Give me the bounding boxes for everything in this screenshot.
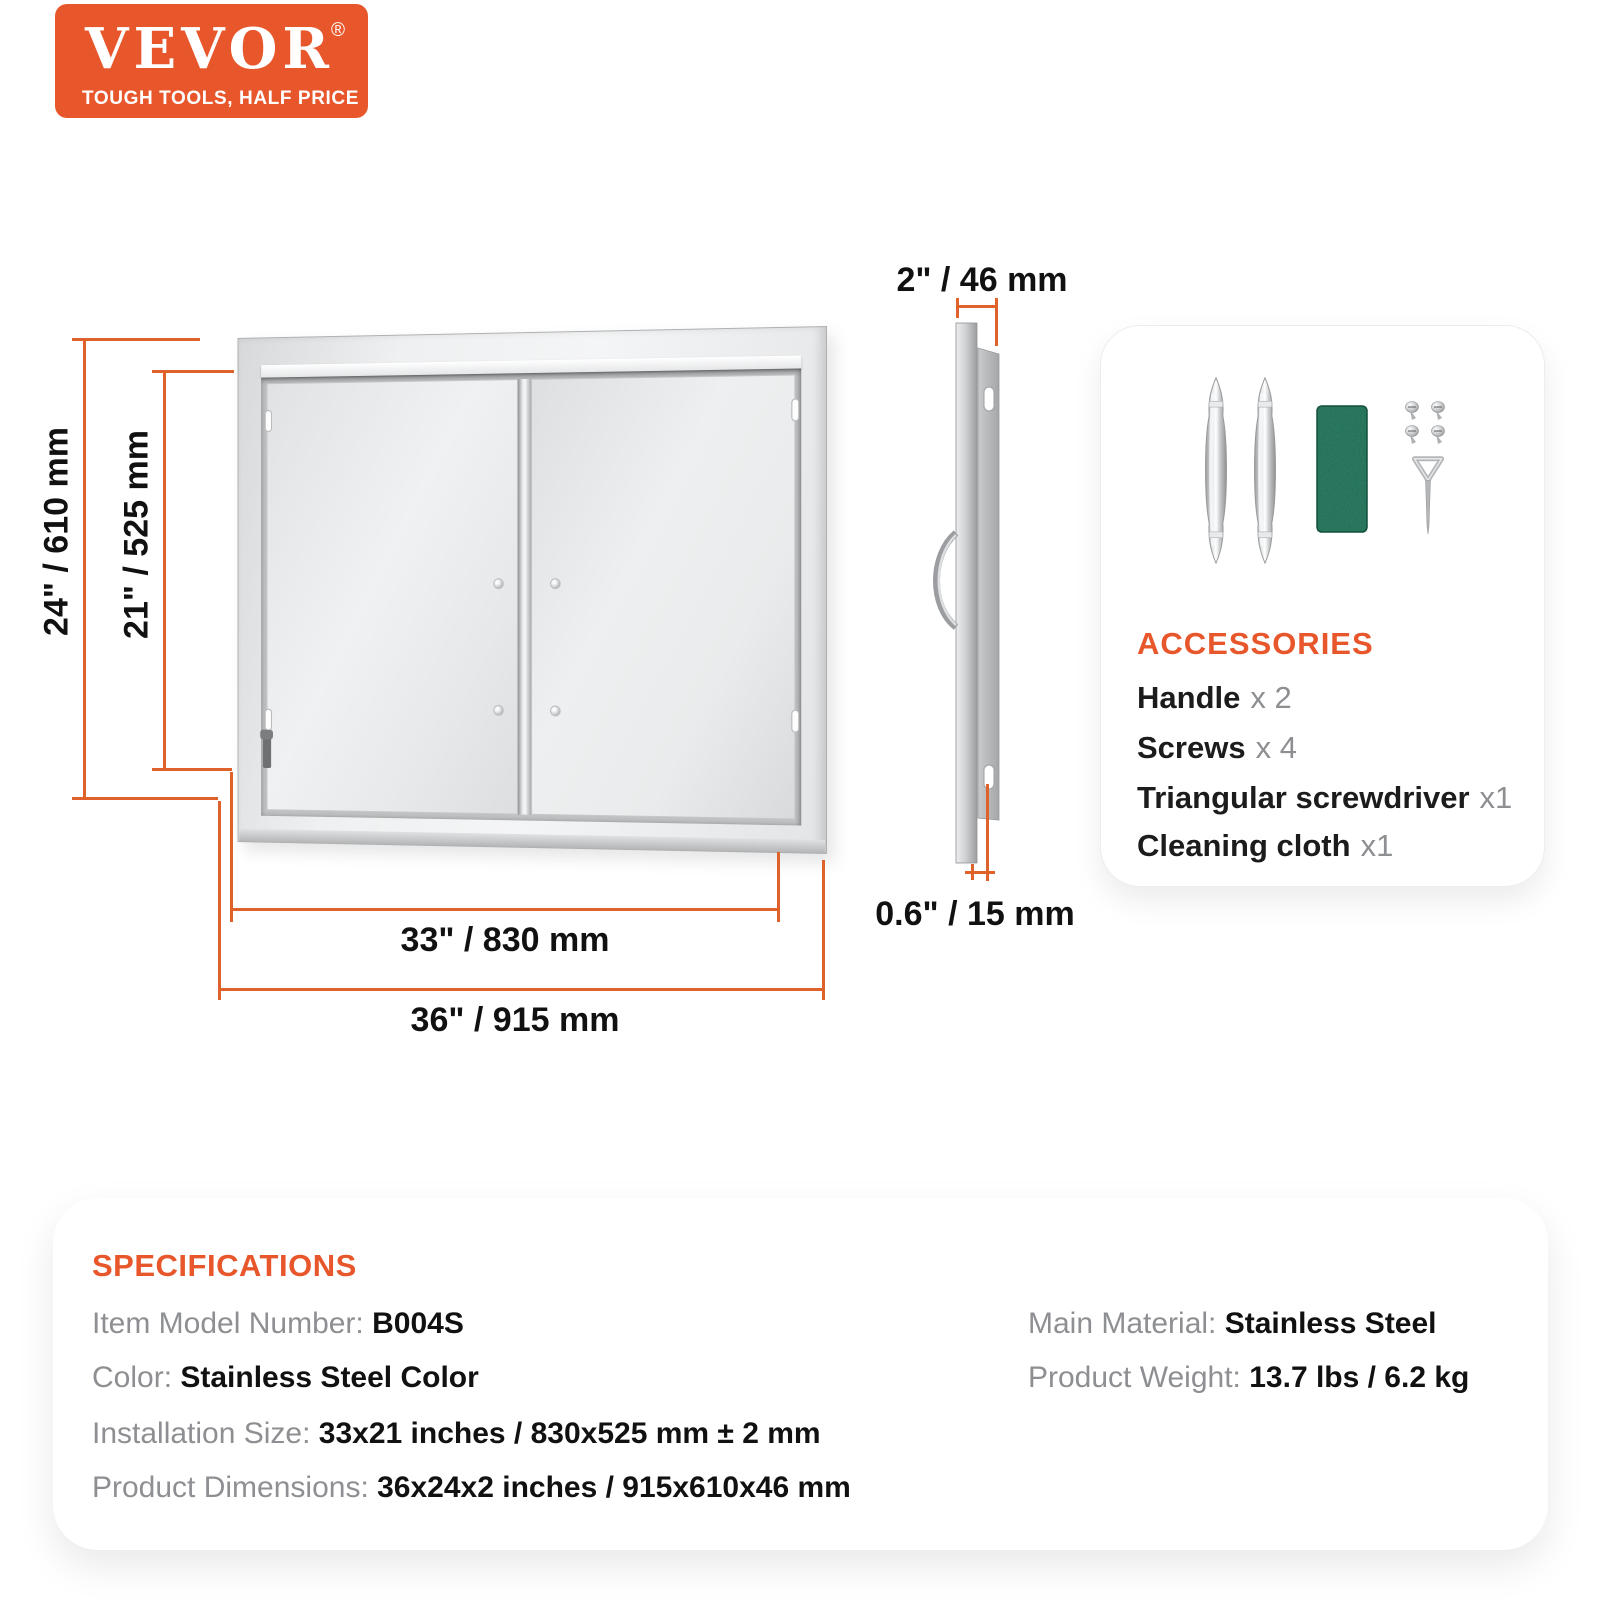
dim-offset-ext <box>986 784 989 881</box>
registered-trademark-icon: ® <box>331 20 345 41</box>
spec-value: 36x24x2 inches / 915x610x46 mm <box>377 1471 851 1504</box>
door-panels <box>267 375 796 820</box>
side-flange <box>978 348 999 820</box>
dim-inner-width-ext-left <box>230 772 233 922</box>
handle-icon <box>1196 372 1236 567</box>
dim-inner-height-tick-top <box>152 370 234 373</box>
screws-icon <box>1398 396 1456 446</box>
door-screw-hole <box>494 579 502 588</box>
dim-label-inner-width: 33" / 830 mm <box>400 921 610 959</box>
accessory-qty: x1 <box>1479 780 1513 815</box>
dim-label-outer-height: 24" / 610 mm <box>37 427 76 636</box>
screw <box>1406 402 1419 421</box>
screw <box>1432 426 1445 445</box>
accessory-qty: x1 <box>1360 828 1394 863</box>
dim-inner-height-line <box>163 370 166 771</box>
spec-value: Stainless Steel <box>1224 1307 1437 1340</box>
spec-label: Product Dimensions: <box>92 1471 378 1504</box>
handle-icon <box>1245 372 1285 567</box>
door-panel-right <box>531 375 795 820</box>
spec-row-installation-size <box>92 1417 821 1451</box>
side-blade <box>956 323 977 863</box>
vevor-tagline: TOUGH TOOLS, HALF PRICE <box>82 88 359 109</box>
dim-outer-height-tick-top <box>72 338 200 341</box>
door-side-view <box>920 315 1020 875</box>
door-front-view <box>238 326 827 854</box>
dim-outer-width-line <box>218 988 825 991</box>
dim-thickness-line <box>956 305 998 308</box>
dim-inner-width-line <box>230 908 780 911</box>
spec-label: Color: <box>92 1361 181 1394</box>
dim-inner-width-ext-right <box>777 852 780 922</box>
screw <box>1406 426 1419 445</box>
frame-mount-slot <box>265 709 272 731</box>
dim-label-thickness: 2" / 46 mm <box>896 261 1068 299</box>
accessory-name: Screws <box>1137 730 1246 765</box>
door-screw-hole <box>551 579 560 588</box>
spec-row-color <box>92 1361 479 1395</box>
dim-label-offset: 0.6" / 15 mm <box>875 895 1075 933</box>
accessory-item-handle <box>1137 680 1292 716</box>
dim-outer-height-line <box>83 338 86 800</box>
screw <box>1432 402 1445 421</box>
accessory-name: Triangular screwdriver <box>1137 780 1470 815</box>
door-latch <box>263 737 271 768</box>
spec-label: Main Material: <box>1028 1307 1225 1340</box>
door-panel-left <box>267 379 518 814</box>
spec-label: Item Model Number: <box>92 1307 373 1340</box>
door-screw-hole <box>494 706 502 715</box>
cleaning-cloth-icon <box>1316 405 1368 533</box>
accessory-name: Cleaning cloth <box>1137 828 1351 863</box>
specifications-title: SPECIFICATIONS <box>92 1248 357 1283</box>
vevor-logo-text: VEVOR <box>85 16 334 82</box>
spec-label: Installation Size: <box>92 1417 319 1450</box>
accessory-item-screwdriver <box>1137 780 1512 816</box>
vevor-logo <box>55 4 368 118</box>
spec-label: Product Weight: <box>1028 1361 1250 1394</box>
frame-mount-slot <box>791 398 799 421</box>
triangular-screwdriver-icon <box>1406 448 1450 536</box>
spec-value: B004S <box>372 1307 464 1340</box>
spec-value: 13.7 lbs / 6.2 kg <box>1249 1361 1470 1394</box>
accessory-qty: x 2 <box>1250 680 1292 715</box>
door-center-divider <box>518 379 531 815</box>
spec-value: 33x21 inches / 830x525 mm ± 2 mm <box>318 1417 821 1450</box>
dim-outer-height-tick-bottom <box>72 797 218 800</box>
side-mount-slot <box>984 387 994 411</box>
dim-thickness-tick-right <box>995 298 998 346</box>
spec-value: Stainless Steel Color <box>180 1361 479 1394</box>
frame-mount-slot <box>265 410 272 432</box>
spec-row-model <box>92 1307 464 1341</box>
dim-inner-height-tick-bottom <box>152 768 232 771</box>
accessory-item-screws <box>1137 730 1297 766</box>
spec-row-weight <box>1028 1361 1469 1395</box>
door-screw-hole <box>551 706 560 715</box>
dim-outer-width-ext-left <box>218 801 221 1000</box>
accessory-name: Handle <box>1137 680 1241 715</box>
spec-row-material <box>1028 1307 1437 1341</box>
dim-thickness-tick-left <box>956 298 959 318</box>
accessory-qty: x 4 <box>1255 730 1297 765</box>
accessory-item-cloth <box>1137 828 1393 864</box>
accessories-title: ACCESSORIES <box>1137 626 1374 661</box>
spec-row-product-dimensions <box>92 1471 851 1505</box>
frame-mount-slot <box>791 710 799 733</box>
dim-label-outer-width: 36" / 915 mm <box>410 1001 620 1039</box>
dim-offset-line <box>965 871 995 874</box>
dim-label-inner-height: 21" / 525 mm <box>117 430 156 639</box>
